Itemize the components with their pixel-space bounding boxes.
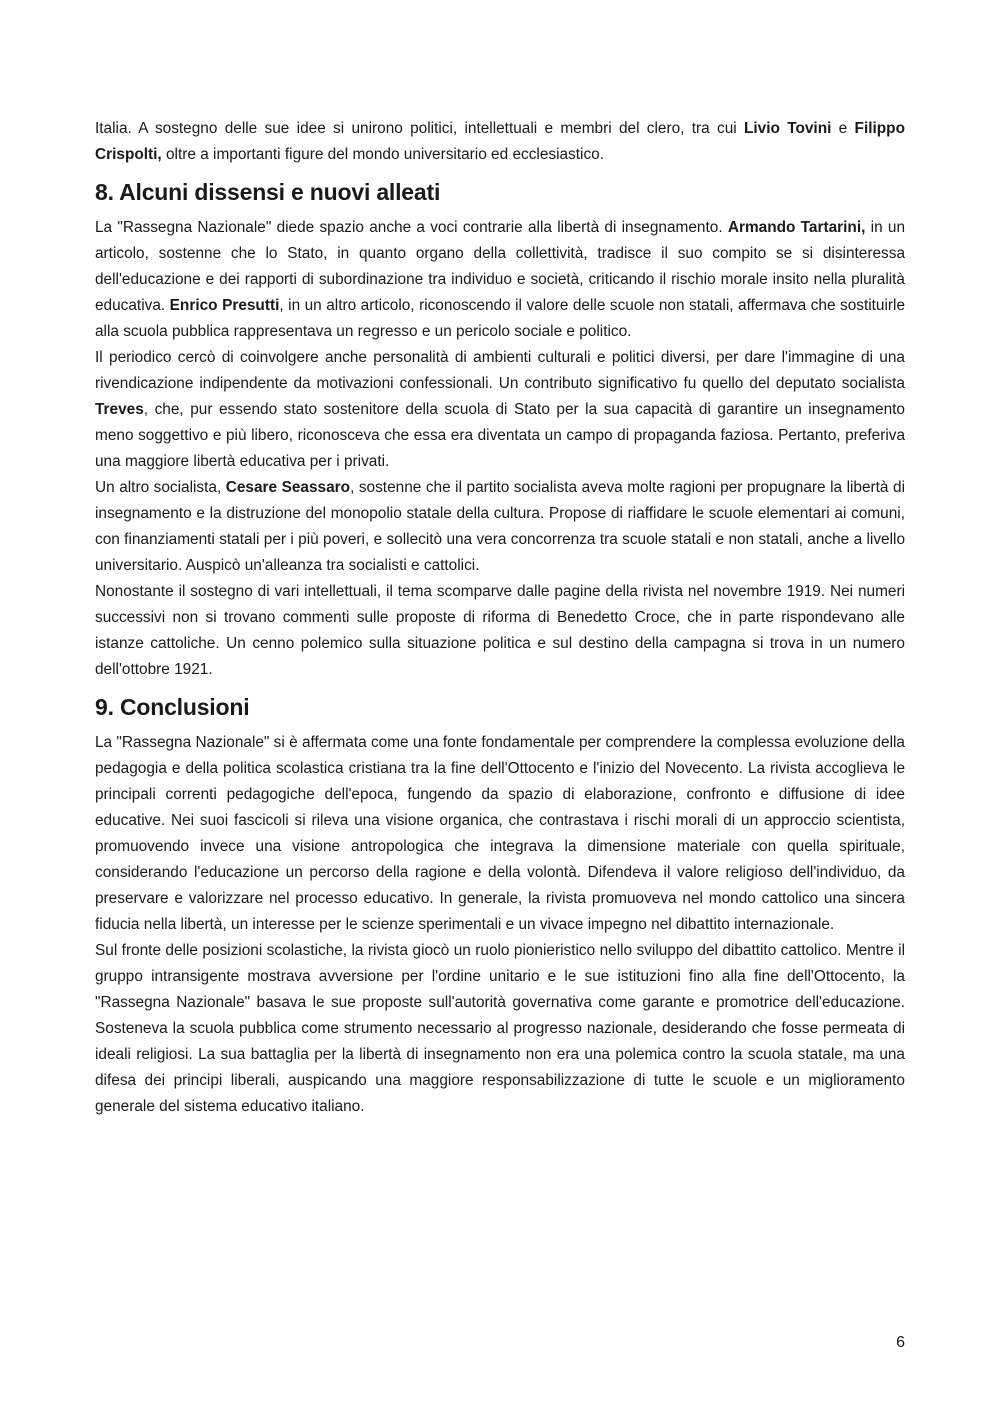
- bold-name: Filippo Crispolti,: [95, 120, 905, 163]
- text-run: , in un altro articolo, riconoscendo il valore delle scuole non statali, affermava che sostituirle alla scuola pubblica rappresentava un regresso e un pericolo sociale e politico.: [95, 297, 906, 340]
- section-8-paragraph-1: [95, 215, 905, 345]
- text-run: e: [831, 120, 855, 137]
- text-run: La "Rassegna Nazionale" si è affermata come una fonte fondamentale per comprendere la complessa evoluzione della pedagogia e della politica scolastica cristiana tra la fine dell'Ottocento e l'inizio del Novecento. La rivista accoglieva le principali correnti pedagogiche dell'epoca, fungendo da spazio di elaborazione, confronto e diffusione di idee educative. Nei suoi fascicoli si rileva una visione organica, che contrastava i rischi morali di un approccio scientista, promuovendo invece una visione antropologica che integrava la dimensione materiale con quella spirituale, considerando l'educazione un percorso della ragione e della volontà. Difendeva il valore religioso dell'individuo, da preservare e valorizzare nel processo educativo. In generale, la rivista promuoveva nel mondo cattolico una sincera fiducia nella libertà, un interesse per le scienze sperimentali e un vivace impegno nel dibattito internazionale.: [95, 734, 905, 933]
- text-run: Italia. A sostegno delle sue idee si unirono politici, intellettuali e membri del clero, tra cui: [95, 120, 744, 137]
- document-page: [95, 116, 905, 1120]
- text-run: La "Rassegna Nazionale" diede spazio anche a voci contrarie alla libertà di insegnamento.: [95, 219, 728, 236]
- text-run: , sostenne che il partito socialista aveva molte ragioni per propugnare la libertà di insegnamento e la distruzione del monopolio statale della cultura. Propose di riaffidare le scuole elementari ai comuni, con finanziamenti statali per i più poveri, e sollecitò una vera concorrenza tra scuole statali e non statali, anche a livello universitario. Auspicò un'alleanza tra socialisti e cattolici.: [95, 479, 905, 574]
- section-9-paragraph-1: [95, 730, 905, 938]
- text-run: oltre a importanti figure del mondo universitario ed ecclesiastico.: [161, 146, 604, 163]
- section-8-heading: 8. Alcuni dissensi e nuovi alleati: [95, 179, 441, 205]
- text-run: in un articolo, sostenne che lo Stato, in quanto organo della collettività, tradisce il suo compito se si disinteressa dell'educazione e dei rapporti di subordinazione tra individuo e società, criticando il rischio morale insito nella pluralità educativa.: [95, 219, 906, 314]
- section-8-paragraph-2: [95, 345, 905, 475]
- section-9-heading: 9. Conclusioni: [95, 694, 250, 720]
- bold-name: Treves: [95, 401, 144, 418]
- section-8-paragraph-3: [95, 475, 905, 579]
- bold-name: Enrico Presutti: [169, 297, 280, 314]
- section-9-paragraph-2: [95, 938, 905, 1120]
- bold-name: Livio Tovini: [743, 120, 832, 137]
- section-8-paragraph-4: [95, 579, 905, 683]
- text-run: Un altro socialista,: [95, 479, 226, 496]
- text-run: Sul fronte delle posizioni scolastiche, la rivista giocò un ruolo pionieristico nello sviluppo del dibattito cattolico. Mentre il gruppo intransigente mostrava avversione per l'ordine unitario e le sue istituzioni fino alla fine dell'Ottocento, la "Rassegna Nazionale" basava le sue proposte sull'autorità governativa come garante e promotrice dell'educazione. Sosteneva la scuola pubblica come strumento necessario al progresso nazionale, desiderando che fosse permeata di ideali religiosi. La sua battaglia per la libertà di insegnamento non era una polemica contro la scuola statale, ma una difesa dei principi liberali, auspicando una maggiore responsabilizzazione di tutte le scuole e un miglioramento generale del sistema educativo italiano.: [95, 942, 905, 1115]
- text-run: Il periodico cercò di coinvolgere anche personalità di ambienti culturali e politici diversi, per dare l'immagine di una rivendicazione indipendente da motivazioni confessionali. Un contributo significativo fu quello del deputato socialista: [95, 349, 905, 392]
- bold-name: Cesare Seassaro: [225, 479, 351, 496]
- page-number: 6: [896, 1334, 905, 1351]
- text-run: Nonostante il sostegno di vari intellettuali, il tema scomparve dalle pagine della rivista nel novembre 1919. Nei numeri successivi non si trovano commenti sulle proposte di riforma di Benedetto Croce, che in parte rispondevano alle istanze cattoliche. Un cenno polemico sulla situazione politica e sul destino della campagna si trova in un numero dell'ottobre 1921.: [95, 583, 905, 678]
- bold-name: Armando Tartarini,: [727, 219, 866, 236]
- text-run: , che, pur essendo stato sostenitore della scuola di Stato per la sua capacità di garantire un insegnamento meno soggettivo e più libero, riconosceva che essa era diventata un campo di propaganda faziosa. Pertanto, preferiva una maggiore libertà educativa per i privati.: [95, 401, 905, 470]
- continuation-paragraph: [95, 116, 905, 168]
